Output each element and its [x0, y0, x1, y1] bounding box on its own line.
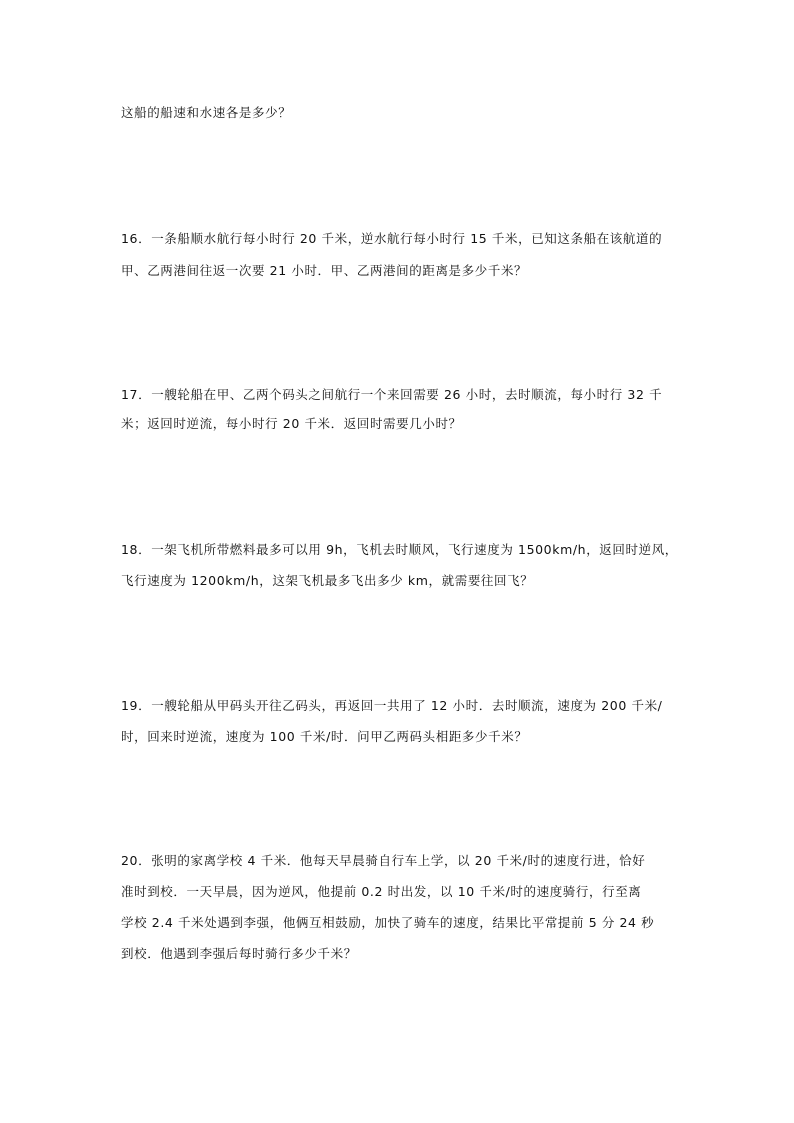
problem-20-line-1: 20．张明的家离学校 4 千米．他每天早晨骑自行车上学，以 20 千米/时的速度行进，恰好: [121, 853, 646, 868]
problem-16-line-1: 16．一条船顺水航行每小时行 20 千米，逆水航行每小时行 15 千米，已知这条船在该航道的: [121, 231, 663, 246]
problem-20-line-2: 准时到校．一天早晨，因为逆风，他提前 0.2 时出发，以 10 千米/时的速度骑行，行至离: [121, 884, 642, 899]
problem-17-line-1: 17．一艘轮船在甲、乙两个码头之间航行一个来回需要 26 小时，去时顺流，每小时行 32 千: [121, 387, 663, 402]
intro-line-1: 这船的船速和水速各是多少？: [121, 105, 292, 120]
problem-20-line-3: 学校 2.4 千米处遇到李强，他俩互相鼓励，加快了骑车的速度，结果比平常提前 5 分 24 秒: [121, 915, 655, 930]
problem-18-line-2: 飞行速度为 1200km/h，这架飞机最多飞出多少 km，就需要往回飞？: [121, 573, 534, 588]
problem-19-line-2: 时，回来时逆流，速度为 100 千米/时．问甲乙两码头相距多少千米？: [121, 729, 528, 744]
problem-16-line-2: 甲、乙两港间往返一次要 21 小时．甲、乙两港间的距离是多少千米？: [121, 263, 528, 278]
problem-19-line-1: 19．一艘轮船从甲码头开往乙码头，再返回一共用了 12 小时．去时顺流，速度为 200 千米/: [121, 698, 663, 713]
problem-20-line-4: 到校．他遇到李强后每时骑行多少千米？: [121, 946, 357, 961]
problem-17-line-2: 米；返回时逆流，每小时行 20 千米．返回时需要几小时？: [121, 416, 462, 431]
problem-18-line-1: 18．一架飞机所带燃料最多可以用 9h，飞机去时顺风，飞行速度为 1500km/h，返回时逆风，: [121, 542, 678, 557]
